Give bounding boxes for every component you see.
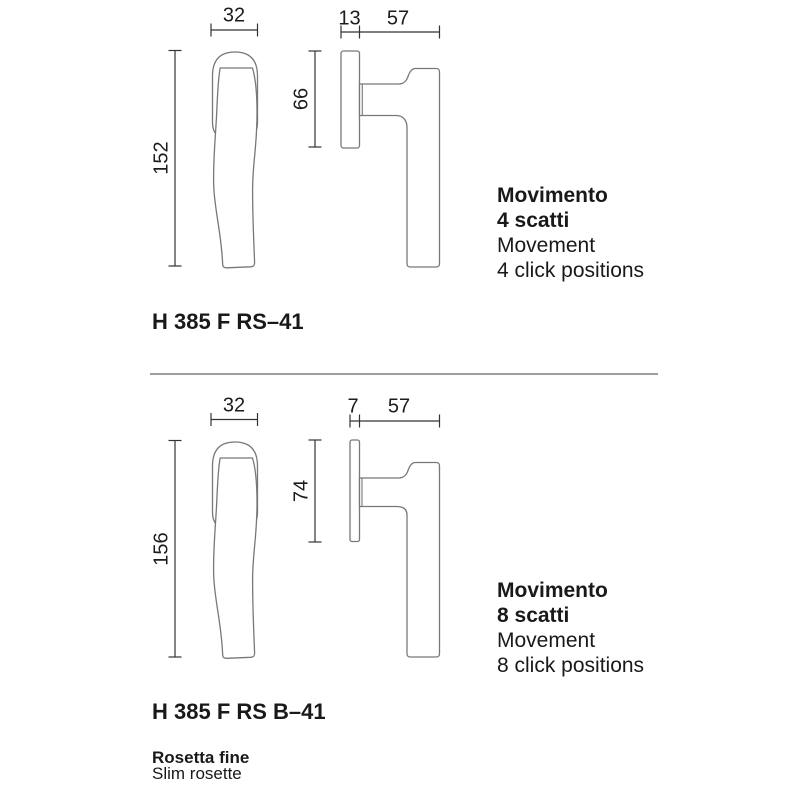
drawing-handle-4-clicks: [169, 24, 440, 268]
movement-it-line1: Movimento: [497, 184, 608, 207]
dim-handle-length-top: 152: [150, 141, 173, 175]
product-code-top: H 385 F RS–41: [152, 309, 304, 334]
movement-it-line1: Movimento: [497, 579, 608, 602]
dim-rosette-depth-top: 13: [338, 7, 361, 30]
dim-rosette-height-top: 66: [290, 87, 313, 110]
movement-it-line2: 4 scatti: [497, 209, 570, 232]
dim-rosette-height-bottom: 74: [290, 479, 313, 502]
rosette-side-outline: [341, 51, 360, 148]
product-code-bottom: H 385 F RS B–41: [152, 699, 326, 724]
front-view-bottom: [213, 442, 258, 658]
front-view-top: [213, 52, 258, 268]
dim-grip-width-bottom: 32: [222, 394, 246, 417]
dim-handle-depth-bottom: 57: [387, 395, 411, 417]
grip-front-outline: [214, 68, 257, 268]
dim-rosette-depth-bottom: 7: [347, 395, 359, 417]
grip-front-outline: [214, 458, 257, 658]
movement-en-line1: Movement: [497, 629, 596, 652]
side-view-top: [341, 51, 440, 267]
dim-handle-length-bottom: 156: [150, 531, 173, 566]
dimension-lines-top: [169, 24, 440, 267]
movement-it-line2: 8 scatti: [497, 604, 570, 627]
rosette-note-title: Rosetta fine: [152, 748, 250, 767]
movement-annotation-top: [497, 183, 644, 283]
dim-grip-width-top: 32: [222, 4, 246, 27]
handle-side-outline: [360, 463, 440, 658]
movement-en-line1: Movement: [497, 234, 596, 257]
dimension-lines-bottom: [169, 413, 440, 657]
rosette-note: [152, 750, 249, 782]
movement-en-line2: 8 click positions: [497, 654, 645, 677]
side-view-bottom: [350, 440, 440, 657]
drawing-handle-8-clicks: [169, 413, 440, 658]
rosette-note-subtitle: Slim rosette: [152, 764, 242, 783]
handle-side-outline: [360, 69, 440, 268]
movement-annotation-bottom: [497, 578, 644, 678]
dim-handle-depth-top: 57: [386, 7, 410, 30]
rosette-side-outline: [350, 440, 360, 542]
movement-en-line2: 4 click positions: [497, 259, 645, 282]
section-divider: [150, 373, 658, 375]
